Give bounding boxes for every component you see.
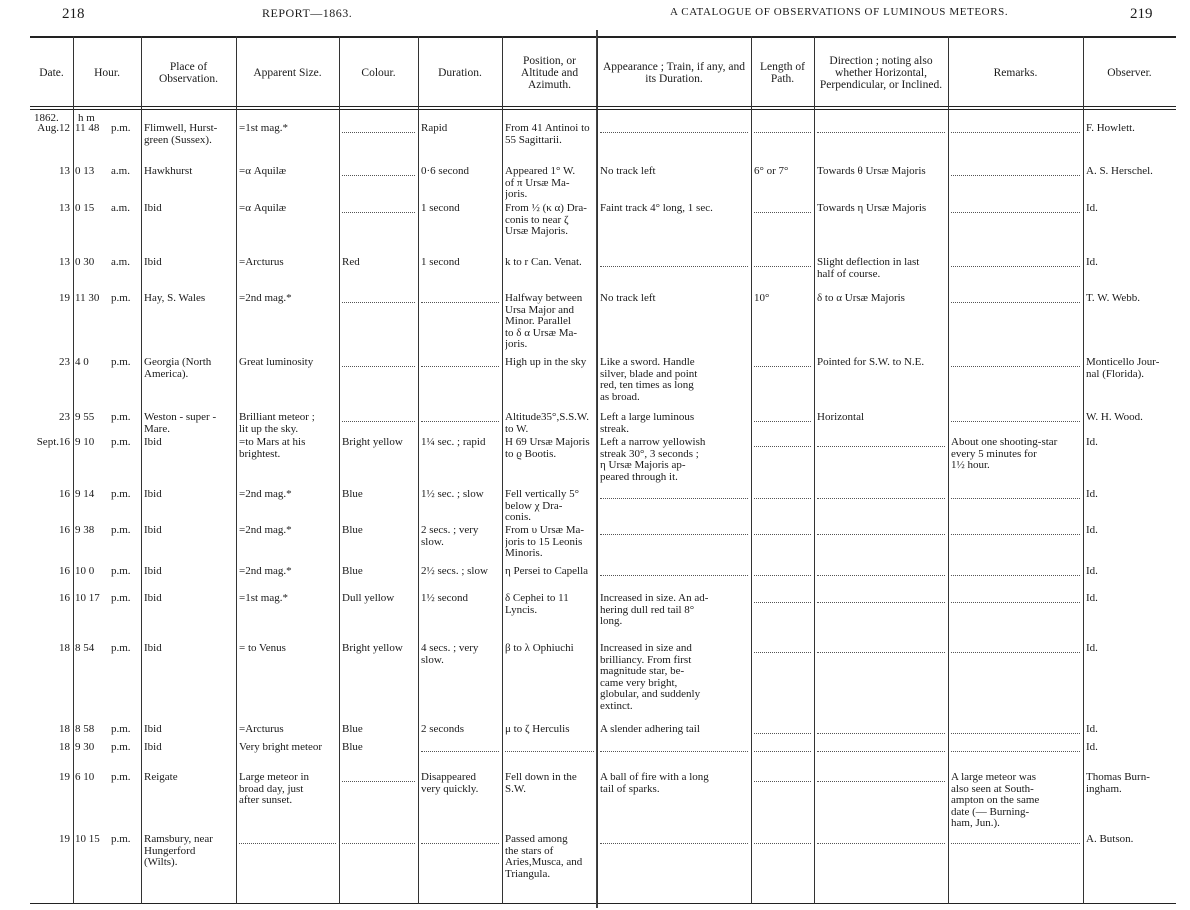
column-rule [597, 36, 598, 904]
observer-cell: Thomas Burn- ingham. [1086, 772, 1150, 795]
duration-cell: 1 second [421, 257, 460, 268]
place-cell: Georgia (North America). [144, 357, 212, 380]
dotted-leader [817, 652, 945, 653]
date-cell: 16 [59, 593, 70, 604]
place-cell: Ibid [144, 593, 162, 604]
hour-cell: 0 30 [75, 257, 95, 268]
am-pm-cell: p.m. [111, 566, 131, 577]
dotted-leader [951, 421, 1080, 422]
dotted-leader [600, 843, 748, 844]
position-cell: Passed among the stars of Aries,Musca, and Triangula. [505, 834, 583, 880]
column-rule [339, 36, 340, 904]
dotted-leader [754, 843, 811, 844]
position-cell: Altitude35°,S.S.W. to W. [505, 412, 590, 435]
observer-cell: Id. [1086, 525, 1098, 536]
date-cell: 19 [59, 772, 70, 783]
duration-cell: 0·6 second [421, 166, 469, 177]
dotted-leader [951, 652, 1080, 653]
dotted-leader [421, 302, 499, 303]
length-of-path-cell: 10° [754, 293, 770, 304]
header-rule [30, 106, 1176, 107]
am-pm-cell: p.m. [111, 772, 131, 783]
dotted-leader [951, 733, 1080, 734]
dotted-leader [951, 534, 1080, 535]
dotted-leader [239, 843, 336, 844]
dotted-leader [754, 446, 811, 447]
dotted-leader [342, 212, 415, 213]
colour-cell: Blue [342, 489, 363, 500]
direction-cell: Slight deflection in last half of course. [817, 257, 920, 280]
direction-cell: Towards θ Ursæ Majoris [817, 166, 926, 177]
am-pm-cell: a.m. [111, 203, 130, 214]
column-header-length-of-path: Length of Path. [759, 61, 806, 85]
left-running-title: REPORT—1863. [262, 6, 353, 20]
place-cell: Reigate [144, 772, 178, 783]
observer-cell: Id. [1086, 257, 1098, 268]
hour-cell: 10 15 [75, 834, 100, 845]
column-rule [236, 36, 237, 904]
hour-cell: 10 17 [75, 593, 100, 604]
column-header-apparent-size: Apparent Size. [253, 67, 322, 79]
apparent-size-cell: =α Aquilæ [239, 166, 287, 177]
dotted-leader [817, 843, 945, 844]
hour-cell: 11 48 [75, 123, 100, 134]
am-pm-cell: a.m. [111, 257, 130, 268]
dotted-leader [754, 652, 811, 653]
appearance-cell: A ball of fire with a long tail of sparks. [600, 772, 709, 795]
am-pm-cell: a.m. [111, 166, 130, 177]
colour-cell: Blue [342, 525, 363, 536]
apparent-size-cell: =2nd mag.* [239, 293, 292, 304]
year-label: 1862. [34, 113, 59, 124]
hour-cell: 8 58 [75, 724, 95, 735]
appearance-cell: A slender adhering tail [600, 724, 700, 735]
position-cell: From υ Ursæ Ma- joris to 15 Leonis Minoris. [505, 525, 585, 559]
place-cell: Ibid [144, 437, 162, 448]
dotted-leader [754, 751, 811, 752]
dotted-leader [600, 266, 748, 267]
am-pm-cell: p.m. [111, 489, 131, 500]
position-cell: k to r Can. Venat. [505, 257, 582, 268]
direction-cell: Towards η Ursæ Majoris [817, 203, 927, 214]
dotted-leader [421, 366, 499, 367]
dotted-leader [817, 751, 945, 752]
hour-cell: 0 15 [75, 203, 95, 214]
dotted-leader [951, 575, 1080, 576]
position-cell: Fell down in the S.W. [505, 772, 577, 795]
column-header-colour: Colour. [361, 67, 396, 79]
apparent-size-cell: Great luminosity [239, 357, 314, 368]
apparent-size-cell: =Arcturus [239, 257, 284, 268]
appearance-cell: Faint track 4° long, 1 sec. [600, 203, 713, 214]
direction-cell: Horizontal [817, 412, 865, 423]
dotted-leader [754, 132, 811, 133]
apparent-size-cell: =2nd mag.* [239, 489, 292, 500]
header-rule-double [30, 109, 1176, 110]
dotted-leader [951, 132, 1080, 133]
date-cell: 23 [59, 412, 70, 423]
dotted-leader [951, 366, 1080, 367]
place-cell: Ibid [144, 742, 162, 753]
date-cell: 16 [59, 489, 70, 500]
dotted-leader [600, 534, 748, 535]
position-cell: Fell vertically 5° below χ Dra- conis. [505, 489, 580, 523]
am-pm-cell: p.m. [111, 643, 131, 654]
position-cell: From 41 Antinoi to 55 Sagittarii. [505, 123, 590, 146]
direction-cell: Pointed for S.W. to N.E. [817, 357, 925, 368]
apparent-size-cell: = to Venus [239, 643, 286, 654]
colour-cell: Bright yellow [342, 437, 403, 448]
apparent-size-cell: Very bright meteor [239, 742, 323, 753]
date-cell: 18 [59, 724, 70, 735]
column-header-observer: Observer. [1107, 67, 1152, 79]
observer-cell: T. W. Webb. [1086, 293, 1141, 304]
dotted-leader [421, 843, 499, 844]
apparent-size-cell: =2nd mag.* [239, 525, 292, 536]
appearance-cell: Increased in size. An ad- hering dull red tail 8° long. [600, 593, 709, 627]
place-cell: Ibid [144, 489, 162, 500]
place-cell: Ibid [144, 643, 162, 654]
observer-cell: Id. [1086, 566, 1098, 577]
dotted-leader [342, 843, 415, 844]
hour-cell: 11 30 [75, 293, 100, 304]
apparent-size-cell: =α Aquilæ [239, 203, 287, 214]
dotted-leader [600, 132, 748, 133]
date-cell: 13 [59, 166, 70, 177]
apparent-size-cell: =1st mag.* [239, 593, 288, 604]
duration-cell: 2½ secs. ; slow [421, 566, 488, 577]
duration-cell: Rapid [421, 123, 448, 134]
date-cell: 23 [59, 357, 70, 368]
dotted-leader [342, 366, 415, 367]
dotted-leader [817, 733, 945, 734]
duration-cell: 1¼ sec. ; rapid [421, 437, 486, 448]
observer-cell: Monticello Jour- nal (Florida). [1086, 357, 1160, 380]
remarks-cell: About one shooting-star every 5 minutes for 1½ hour. [951, 437, 1058, 471]
appearance-cell: No track left [600, 293, 656, 304]
dotted-leader [754, 575, 811, 576]
apparent-size-cell: =2nd mag.* [239, 566, 292, 577]
hour-cell: 9 14 [75, 489, 95, 500]
dotted-leader [951, 602, 1080, 603]
hour-cell: 9 55 [75, 412, 95, 423]
dotted-leader [421, 751, 499, 752]
column-header-position: Position, or Altitude and Azimuth. [520, 55, 579, 91]
am-pm-cell: p.m. [111, 412, 131, 423]
duration-cell: Disappeared very quickly. [421, 772, 479, 795]
hour-cell: 9 38 [75, 525, 95, 536]
apparent-size-cell: =Arcturus [239, 724, 284, 735]
observer-cell: Id. [1086, 437, 1098, 448]
dotted-leader [817, 446, 945, 447]
am-pm-cell: p.m. [111, 437, 131, 448]
place-cell: Ibid [144, 525, 162, 536]
dotted-leader [505, 751, 594, 752]
position-cell: μ to ζ Herculis [505, 724, 570, 735]
date-cell: 16 [59, 566, 70, 577]
hour-cell: 9 10 [75, 437, 95, 448]
apparent-size-cell: =to Mars at his brightest. [239, 437, 306, 460]
place-cell: Flimwell, Hurst- green (Sussex). [144, 123, 218, 146]
dotted-leader [817, 602, 945, 603]
duration-cell: 2 secs. ; very slow. [421, 525, 479, 548]
dotted-leader [342, 175, 415, 176]
right-page-number: 219 [1130, 6, 1153, 22]
date-cell: 18 [59, 742, 70, 753]
dotted-leader [342, 132, 415, 133]
dotted-leader [951, 175, 1080, 176]
dotted-leader [754, 421, 811, 422]
dotted-leader [342, 302, 415, 303]
dotted-leader [754, 266, 811, 267]
dotted-leader [600, 498, 748, 499]
colour-cell: Blue [342, 742, 363, 753]
am-pm-cell: p.m. [111, 525, 131, 536]
apparent-size-cell: Large meteor in broad day, just after sunset. [239, 772, 310, 806]
observer-cell: W. H. Wood. [1086, 412, 1143, 423]
left-page-number: 218 [62, 6, 85, 22]
am-pm-cell: p.m. [111, 357, 131, 368]
dotted-leader [951, 498, 1080, 499]
column-rule [418, 36, 419, 904]
dotted-leader [754, 366, 811, 367]
date-cell: Aug.12 [37, 123, 70, 134]
hour-cell: 4 0 [75, 357, 89, 368]
dotted-leader [951, 302, 1080, 303]
dotted-leader [951, 266, 1080, 267]
colour-cell: Red [342, 257, 360, 268]
observer-cell: Id. [1086, 724, 1098, 735]
column-header-direction: Direction ; noting also whether Horizontal, Perpendicular, or Inclined. [819, 55, 943, 91]
dotted-leader [754, 602, 811, 603]
observer-cell: Id. [1086, 489, 1098, 500]
position-cell: δ Cephei to 11 Lyncis. [505, 593, 569, 616]
right-running-title: A CATALOGUE OF OBSERVATIONS OF LUMINOUS METEORS. [670, 6, 1009, 18]
dotted-leader [754, 498, 811, 499]
colour-cell: Bright yellow [342, 643, 403, 654]
position-cell: H 69 Ursæ Majoris to ϱ Bootis. [505, 437, 590, 460]
observer-cell: Id. [1086, 203, 1098, 214]
date-cell: 18 [59, 643, 70, 654]
dotted-leader [951, 751, 1080, 752]
dotted-leader [754, 212, 811, 213]
appearance-cell: Left a narrow yellowish streak 30°, 3 seconds ; η Ursæ Majoris ap- peared through it. [600, 437, 706, 483]
apparent-size-cell: Brilliant meteor ; lit up the sky. [239, 412, 315, 435]
hour-cell: 0 13 [75, 166, 95, 177]
dotted-leader [951, 843, 1080, 844]
column-rule [814, 36, 815, 904]
place-cell: Hay, S. Wales [144, 293, 206, 304]
position-cell: Appeared 1° W. of π Ursæ Ma- joris. [505, 166, 576, 200]
date-cell: 19 [59, 834, 70, 845]
hour-unit-label: h m [78, 113, 95, 124]
dotted-leader [342, 781, 415, 782]
dotted-leader [421, 421, 499, 422]
date-cell: 13 [59, 203, 70, 214]
observer-cell: Id. [1086, 742, 1098, 753]
place-cell: Hawkhurst [144, 166, 193, 177]
date-cell: 19 [59, 293, 70, 304]
place-cell: Ibid [144, 257, 162, 268]
dotted-leader [817, 575, 945, 576]
am-pm-cell: p.m. [111, 834, 131, 845]
date-cell: 13 [59, 257, 70, 268]
observer-cell: A. Butson. [1086, 834, 1134, 845]
am-pm-cell: p.m. [111, 123, 131, 134]
appearance-cell: No track left [600, 166, 656, 177]
dotted-leader [951, 212, 1080, 213]
apparent-size-cell: =1st mag.* [239, 123, 288, 134]
dotted-leader [600, 751, 748, 752]
dotted-leader [754, 781, 811, 782]
am-pm-cell: p.m. [111, 724, 131, 735]
am-pm-cell: p.m. [111, 742, 131, 753]
column-rule [1083, 36, 1084, 904]
duration-cell: 4 secs. ; very slow. [421, 643, 479, 666]
column-rule [948, 36, 949, 904]
place-cell: Ibid [144, 203, 162, 214]
duration-cell: 1½ second [421, 593, 469, 604]
appearance-cell: Increased in size and brilliancy. From first magnitude star, be- came very bright, globular, and suddenly extinct. [600, 643, 701, 712]
observer-cell: Id. [1086, 593, 1098, 604]
column-rule [73, 36, 74, 904]
hour-cell: 6 10 [75, 772, 95, 783]
colour-cell: Dull yellow [342, 593, 395, 604]
place-cell: Ramsbury, near Hungerford (Wilts). [144, 834, 213, 868]
column-rule [751, 36, 752, 904]
appearance-cell: Left a large luminous streak. [600, 412, 695, 435]
dotted-leader [754, 733, 811, 734]
dotted-leader [600, 575, 748, 576]
position-cell: β to λ Ophiuchi [505, 643, 574, 654]
hour-cell: 10 0 [75, 566, 95, 577]
date-cell: 16 [59, 525, 70, 536]
observer-cell: F. Howlett. [1086, 123, 1135, 134]
column-header-appearance: Appearance ; Train, if any, and its Duration. [602, 61, 745, 85]
duration-cell: 1 second [421, 203, 460, 214]
am-pm-cell: p.m. [111, 593, 131, 604]
hour-cell: 8 54 [75, 643, 95, 654]
position-cell: Halfway between Ursa Major and Minor. Parallel to δ α Ursæ Ma- joris. [505, 293, 583, 350]
remarks-cell: A large meteor was also seen at South- ampton on the same date (— Burning- ham, Jun.). [951, 772, 1040, 829]
column-header-duration: Duration. [438, 67, 482, 79]
observer-cell: Id. [1086, 643, 1098, 654]
position-cell: From ½ (κ α) Dra- conis to near ζ Ursæ Majoris. [505, 203, 587, 237]
position-cell: η Persei to Capella [505, 566, 589, 577]
column-rule [502, 36, 503, 904]
dotted-leader [817, 132, 945, 133]
column-header-place: Place of Observation. [158, 61, 219, 85]
direction-cell: δ to α Ursæ Majoris [817, 293, 905, 304]
hour-cell: 9 30 [75, 742, 95, 753]
colour-cell: Blue [342, 724, 363, 735]
duration-cell: 1½ sec. ; slow [421, 489, 484, 500]
date-cell: Sept.16 [36, 437, 70, 448]
dotted-leader [754, 534, 811, 535]
position-cell: High up in the sky [505, 357, 587, 368]
dotted-leader [817, 781, 945, 782]
am-pm-cell: p.m. [111, 293, 131, 304]
dotted-leader [342, 421, 415, 422]
length-of-path-cell: 6° or 7° [754, 166, 789, 177]
dotted-leader [817, 498, 945, 499]
column-header-hour: Hour. [94, 67, 120, 79]
place-cell: Weston - super - Mare. [144, 412, 217, 435]
place-cell: Ibid [144, 724, 162, 735]
column-header-date: Date. [39, 67, 64, 79]
colour-cell: Blue [342, 566, 363, 577]
column-rule [141, 36, 142, 904]
column-header-remarks: Remarks. [993, 67, 1038, 79]
observer-cell: A. S. Herschel. [1086, 166, 1153, 177]
place-cell: Ibid [144, 566, 162, 577]
appearance-cell: Like a sword. Handle silver, blade and point red, ten times as long as broad. [600, 357, 698, 403]
dotted-leader [817, 534, 945, 535]
duration-cell: 2 seconds [421, 724, 465, 735]
